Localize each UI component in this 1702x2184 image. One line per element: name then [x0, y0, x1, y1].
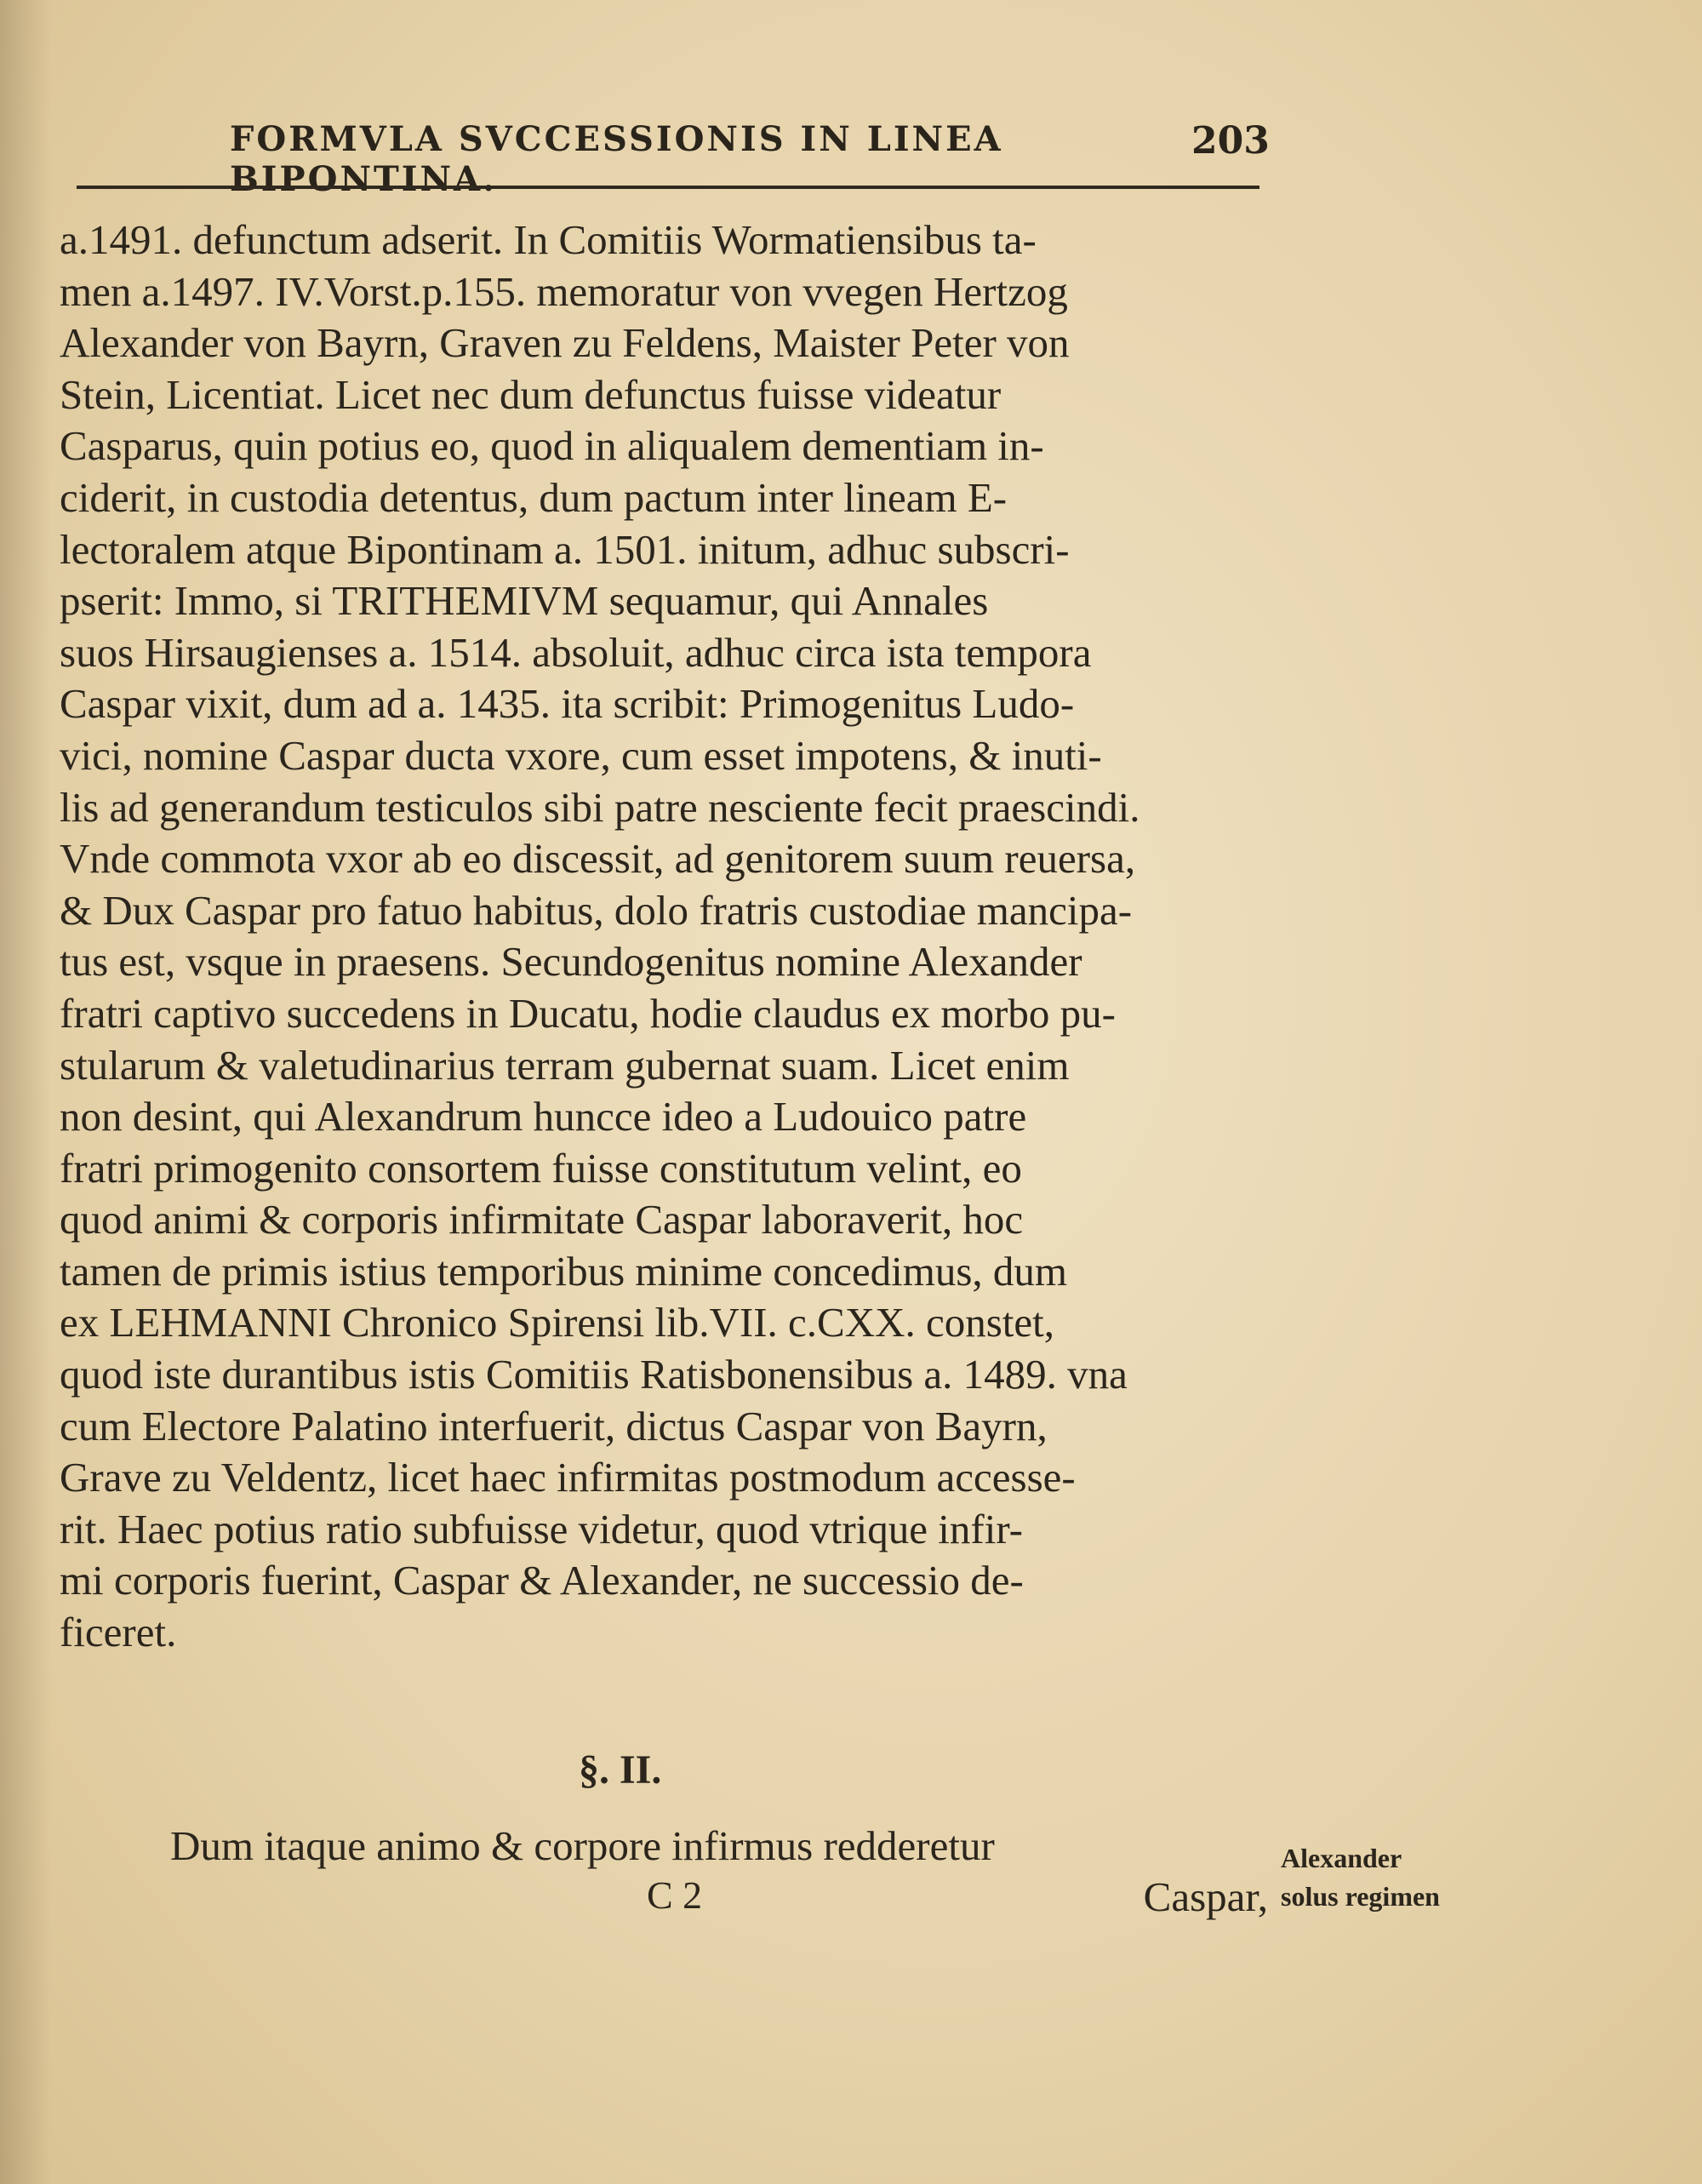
- text-line: suos Hirsaugienses a. 1514. absoluit, adhuc circa ista tempora: [60, 628, 1092, 676]
- text-line: ex LEHMANNI Chronico Spirensi lib.VII. c.CXX. constet,: [60, 1299, 1055, 1346]
- text-line: quod iste durantibus istis Comitiis Ratisbonensibus a. 1489. vna: [60, 1351, 1128, 1398]
- text-line: Caspar vixit, dum ad a. 1435. ita scribit: Primogenitus Ludo-: [60, 680, 1075, 728]
- section-heading: §. II.: [579, 1747, 662, 1792]
- text-line: fratri primogenito consortem fuisse constitutum velint, eo: [60, 1144, 1022, 1192]
- text-line: tamen de primis istius temporibus minime concedimus, dum: [60, 1247, 1068, 1295]
- header-rule: [77, 186, 1259, 189]
- running-head: FORMVLA SVCCESSIONIS IN LINEA BIPONTINA.: [230, 119, 1003, 199]
- text-line: Vnde commota vxor ab eo discessit, ad genitorem suum reuersa,: [60, 835, 1136, 883]
- text-line: pserit: Immo, si TRITHEMIVM sequamur, qui Annales: [60, 577, 989, 625]
- text-line: Alexander von Bayrn, Graven zu Feldens, Maister Peter von: [60, 319, 1070, 367]
- catchword: Caspar,: [1143, 1873, 1268, 1920]
- text-line: ficeret.: [60, 1609, 177, 1656]
- text-line: Stein, Licentiat. Licet nec dum defunctus fuisse videatur: [60, 370, 1002, 418]
- text-line: mi corporis fuerint, Caspar & Alexander, ne successio de-: [60, 1557, 1024, 1604]
- text-line: men a.1497. IV.Vorst.p.155. memoratur von vvegen Hertzog: [60, 267, 1068, 315]
- text-line: lectoralem atque Bipontinam a. 1501. initum, adhuc subscri-: [60, 525, 1070, 573]
- text-line: & Dux Caspar pro fatuo habitus, dolo fratris custodiae mancipa-: [60, 886, 1133, 934]
- body-text: [60, 214, 1251, 1659]
- text-line: vici, nomine Caspar ducta vxore, cum esset impotens, & inuti-: [60, 731, 1102, 779]
- text-line: a.1491. defunctum adserit. In Comitiis Wormatiensibus ta-: [60, 216, 1037, 263]
- text-line: Casparus, quin potius eo, quod in aliqualem dementiam in-: [60, 422, 1044, 470]
- text-line: rit. Haec potius ratio subfuisse videtur, quod vtrique infir-: [60, 1505, 1023, 1552]
- text-line: non desint, qui Alexandrum huncce ideo a Ludouico patre: [60, 1093, 1027, 1141]
- text-line: lis ad generandum testiculos sibi patre nesciente fecit praescindi.: [60, 783, 1140, 831]
- text-line: stularum & valetudinarius terram gubernat suam. Licet enim: [60, 1041, 1070, 1089]
- text-line: quod animi & corporis infirmitate Caspar laboraverit, hoc: [60, 1196, 1024, 1244]
- page-number: 203: [1191, 119, 1270, 163]
- marginal-note-line: Alexander: [1281, 1843, 1402, 1873]
- page-edge-shadow: [0, 0, 51, 2184]
- text-line: tus est, vsque in praesens. Secundogenitus nomine Alexander: [60, 938, 1082, 986]
- marginal-note-line: solus regimen: [1281, 1881, 1440, 1912]
- text-line: cum Electore Palatino interfuerit, dictus Caspar von Bayrn,: [60, 1402, 1048, 1449]
- text-line: ciderit, in custodia detentus, dum pactum inter lineam E-: [60, 473, 1008, 521]
- text-line: fratri captivo succedens in Ducatu, hodie claudus ex morbo pu-: [60, 989, 1116, 1037]
- signature-mark: C 2: [647, 1873, 703, 1917]
- paragraph-first-line: Dum itaque animo & corpore infirmus redderetur: [170, 1822, 995, 1869]
- text-line: Grave zu Veldentz, licet haec infirmitas postmodum accesse-: [60, 1454, 1076, 1501]
